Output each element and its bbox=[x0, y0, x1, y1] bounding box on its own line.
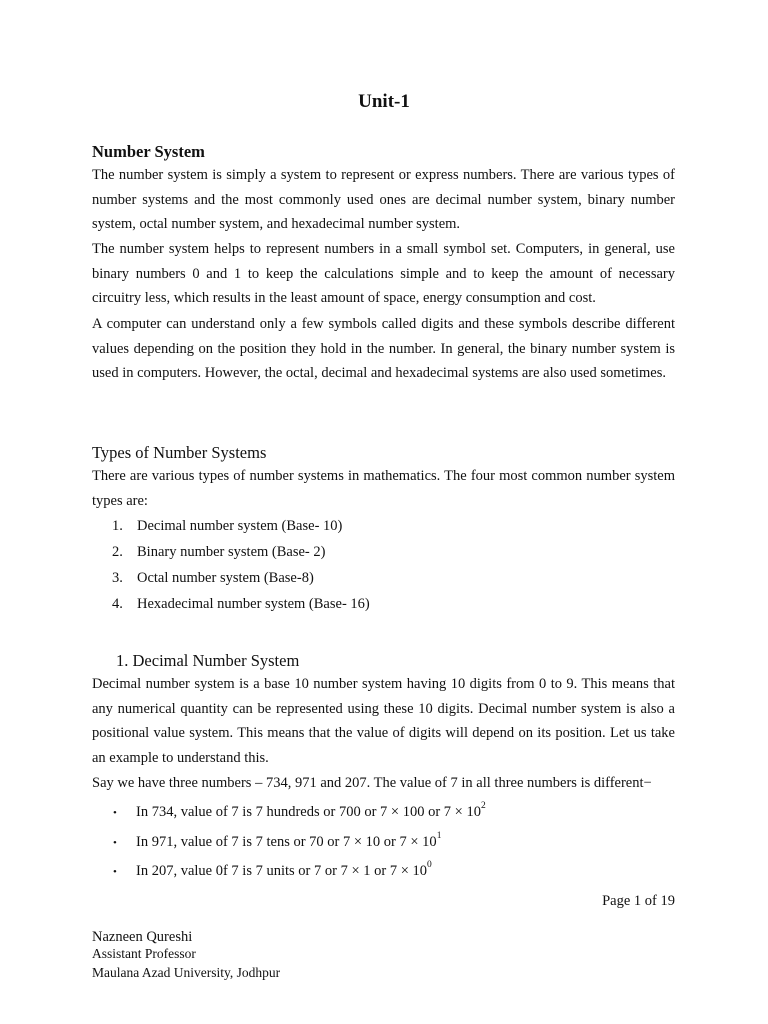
list-text: Octal number system (Base-8) bbox=[137, 570, 314, 586]
list-text: Hexadecimal number system (Base- 16) bbox=[137, 596, 370, 612]
bullet-superscript: 1 bbox=[436, 831, 442, 842]
bullet-item bbox=[113, 832, 441, 853]
list-text: Binary number system (Base- 2) bbox=[137, 544, 326, 560]
bullet-dot-icon: • bbox=[113, 866, 117, 878]
footer-institution: Maulana Azad University, Jodhpur bbox=[92, 965, 281, 980]
section-heading-decimal: 1. Decimal Number System bbox=[116, 651, 300, 670]
bullet-dot-icon: • bbox=[113, 837, 117, 849]
paragraph-intro: The number system is simply a system to represent or express numbers. There are various types of number systems and the most commonly used ones are decimal number system, binary number system, octal number system, and hexadecimal number system. bbox=[92, 167, 675, 233]
footer-author-name: Nazneen Qureshi bbox=[92, 929, 193, 945]
bullet-text: In 207, value 0f 7 is 7 units or 7 or 7 × 1 or 7 × 10 bbox=[136, 863, 428, 879]
bullet-text: In 971, value of 7 is 7 tens or 70 or 7 × 10 or 7 × 10 bbox=[136, 834, 437, 850]
bullet-text: In 734, value of 7 is 7 hundreds or 700 or 7 × 100 or 7 × 10 bbox=[136, 804, 481, 820]
page-title: Unit-1 bbox=[358, 91, 410, 112]
bullet-superscript: 0 bbox=[427, 860, 432, 871]
list-text: Decimal number system (Base- 10) bbox=[137, 518, 343, 534]
list-item bbox=[112, 568, 314, 588]
bullet-item bbox=[113, 802, 486, 823]
list-number: 3. bbox=[112, 570, 123, 586]
paragraph-digits: A computer can understand only a few symbols called digits and these symbols describe different values depending on the position they hold in the number. In general, the binary number system is used in computers. However, the octal, decimal and hexadecimal systems are also used sometimes. bbox=[92, 316, 675, 382]
paragraph-example: Say we have three numbers – 734, 971 and 207. The value of 7 in all three numbers is different− bbox=[92, 775, 652, 791]
section-heading-types: Types of Number Systems bbox=[92, 443, 267, 462]
footer-author-role: Assistant Professor bbox=[92, 946, 196, 961]
list-number: 4. bbox=[112, 596, 123, 612]
section-heading-number-system: Number System bbox=[92, 142, 205, 161]
paragraph-binary: The number system helps to represent numbers in a small symbol set. Computers, in general, use binary numbers 0 and 1 to keep the calculations simple and to keep the amount of necessary circuitry less, which results in the least amount of space, energy consumption and cost. bbox=[92, 241, 675, 307]
list-number: 1. bbox=[112, 518, 123, 534]
list-item bbox=[112, 516, 342, 536]
bullet-dot-icon: • bbox=[113, 807, 117, 819]
paragraph-decimal: Decimal number system is a base 10 number system having 10 digits from 0 to 9. This means that any numerical quantity can be represented using these 10 digits. Decimal number system is also a positional value system. This means that the value of digits will depend on its position. Let us take an example to understand this. bbox=[92, 676, 675, 767]
list-number: 2. bbox=[112, 544, 123, 560]
list-item bbox=[112, 594, 370, 614]
bullet-item bbox=[113, 861, 432, 882]
paragraph-types-intro: There are various types of number systems in mathematics. The four most common number system types are: bbox=[92, 468, 675, 509]
page-number: Page 1 of 19 bbox=[602, 893, 675, 909]
bullet-superscript: 2 bbox=[480, 801, 486, 812]
list-item bbox=[112, 542, 325, 562]
